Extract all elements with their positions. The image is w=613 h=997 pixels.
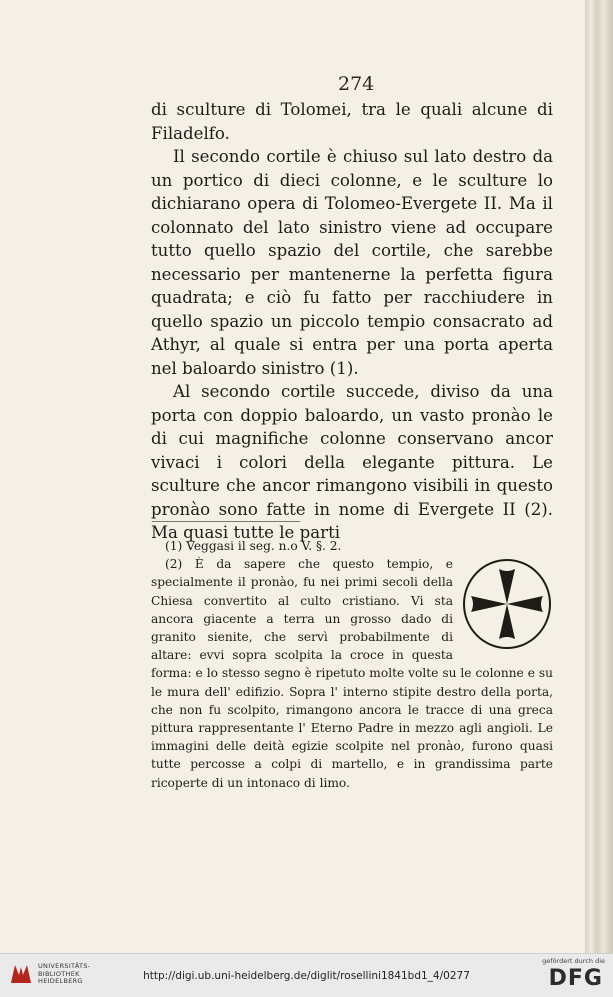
paragraph: di sculture di Tolomei, tra le quali alcune di Filadelfo.: [151, 100, 553, 143]
dfg-logo: DFG: [548, 966, 603, 991]
main-text: [151, 98, 553, 545]
footnotes: [151, 537, 553, 792]
library-name: UNIVERSITÄTS- BIBLIOTHEK HEIDELBERG: [38, 962, 91, 985]
page-edge: [585, 0, 613, 953]
paragraph: Al secondo cortile succede, diviso da una porta con doppio baloardo, un vasto pronào le di cui magnifiche colonne conservano ancor vivaci i colori della elegante pittura. Le sculture che ancor rimangono visibili in questo pronào sono fatte in nome di Evergete II (2). Ma quasi tutte le parti: [151, 382, 553, 542]
footnote: (1) Veggasi il seg. n.o V. §. 2.: [165, 539, 342, 553]
source-url-link[interactable]: http://digi.ub.uni-heidelberg.de/diglit/rosellini1841bd1_4/0277: [143, 970, 470, 982]
paragraph: Il secondo cortile è chiuso sul lato destro da un portico di dieci colonne, e le sculture lo dichiarano opera di Tolomeo-Evergete II. Ma il colonnato del lato sinistro viene ad occupare tutto quello spazio del cortile, che sarebbe necessario per mantenerne la perfetta figura quadrata; e ciò fu fatto per racchiudere in quello spazio un piccolo tempio consacrato ad Athyr, al quale si entra per una porta aperta nel baloardo sinistro (1).: [151, 147, 553, 378]
footnote-divider: [152, 521, 300, 522]
maltese-cross-figure: [461, 557, 553, 651]
footnote: (2) È da sapere che questo tempio, e specialmente il pronào, fu nei primi secoli della Chiesa convertito al culto cristiano. Vi sta ancora giacente a terra un grosso dado di granito sienite, che servì probabilmente di altare: evvi sopra scolpita la croce in questa forma: e lo stesso segno è ripetuto molte volte su le colonne e su le mura dell' edifizio. Sopra l' interno stipite destro della porta, che non fu scolpito, rimangono ancora le tracce di una greca pittura rappresentante l' Eterno Padre in mezzo agli angioli. Le immagini delle deità egizie scolpite nel pronào, furono quasi tutte percosse a colpi di martello, e in grandissima parte ricoperte di un intonaco di limo.: [151, 557, 553, 790]
page-number: 274: [338, 73, 375, 95]
funded-by-label: gefördert durch die: [542, 957, 605, 965]
